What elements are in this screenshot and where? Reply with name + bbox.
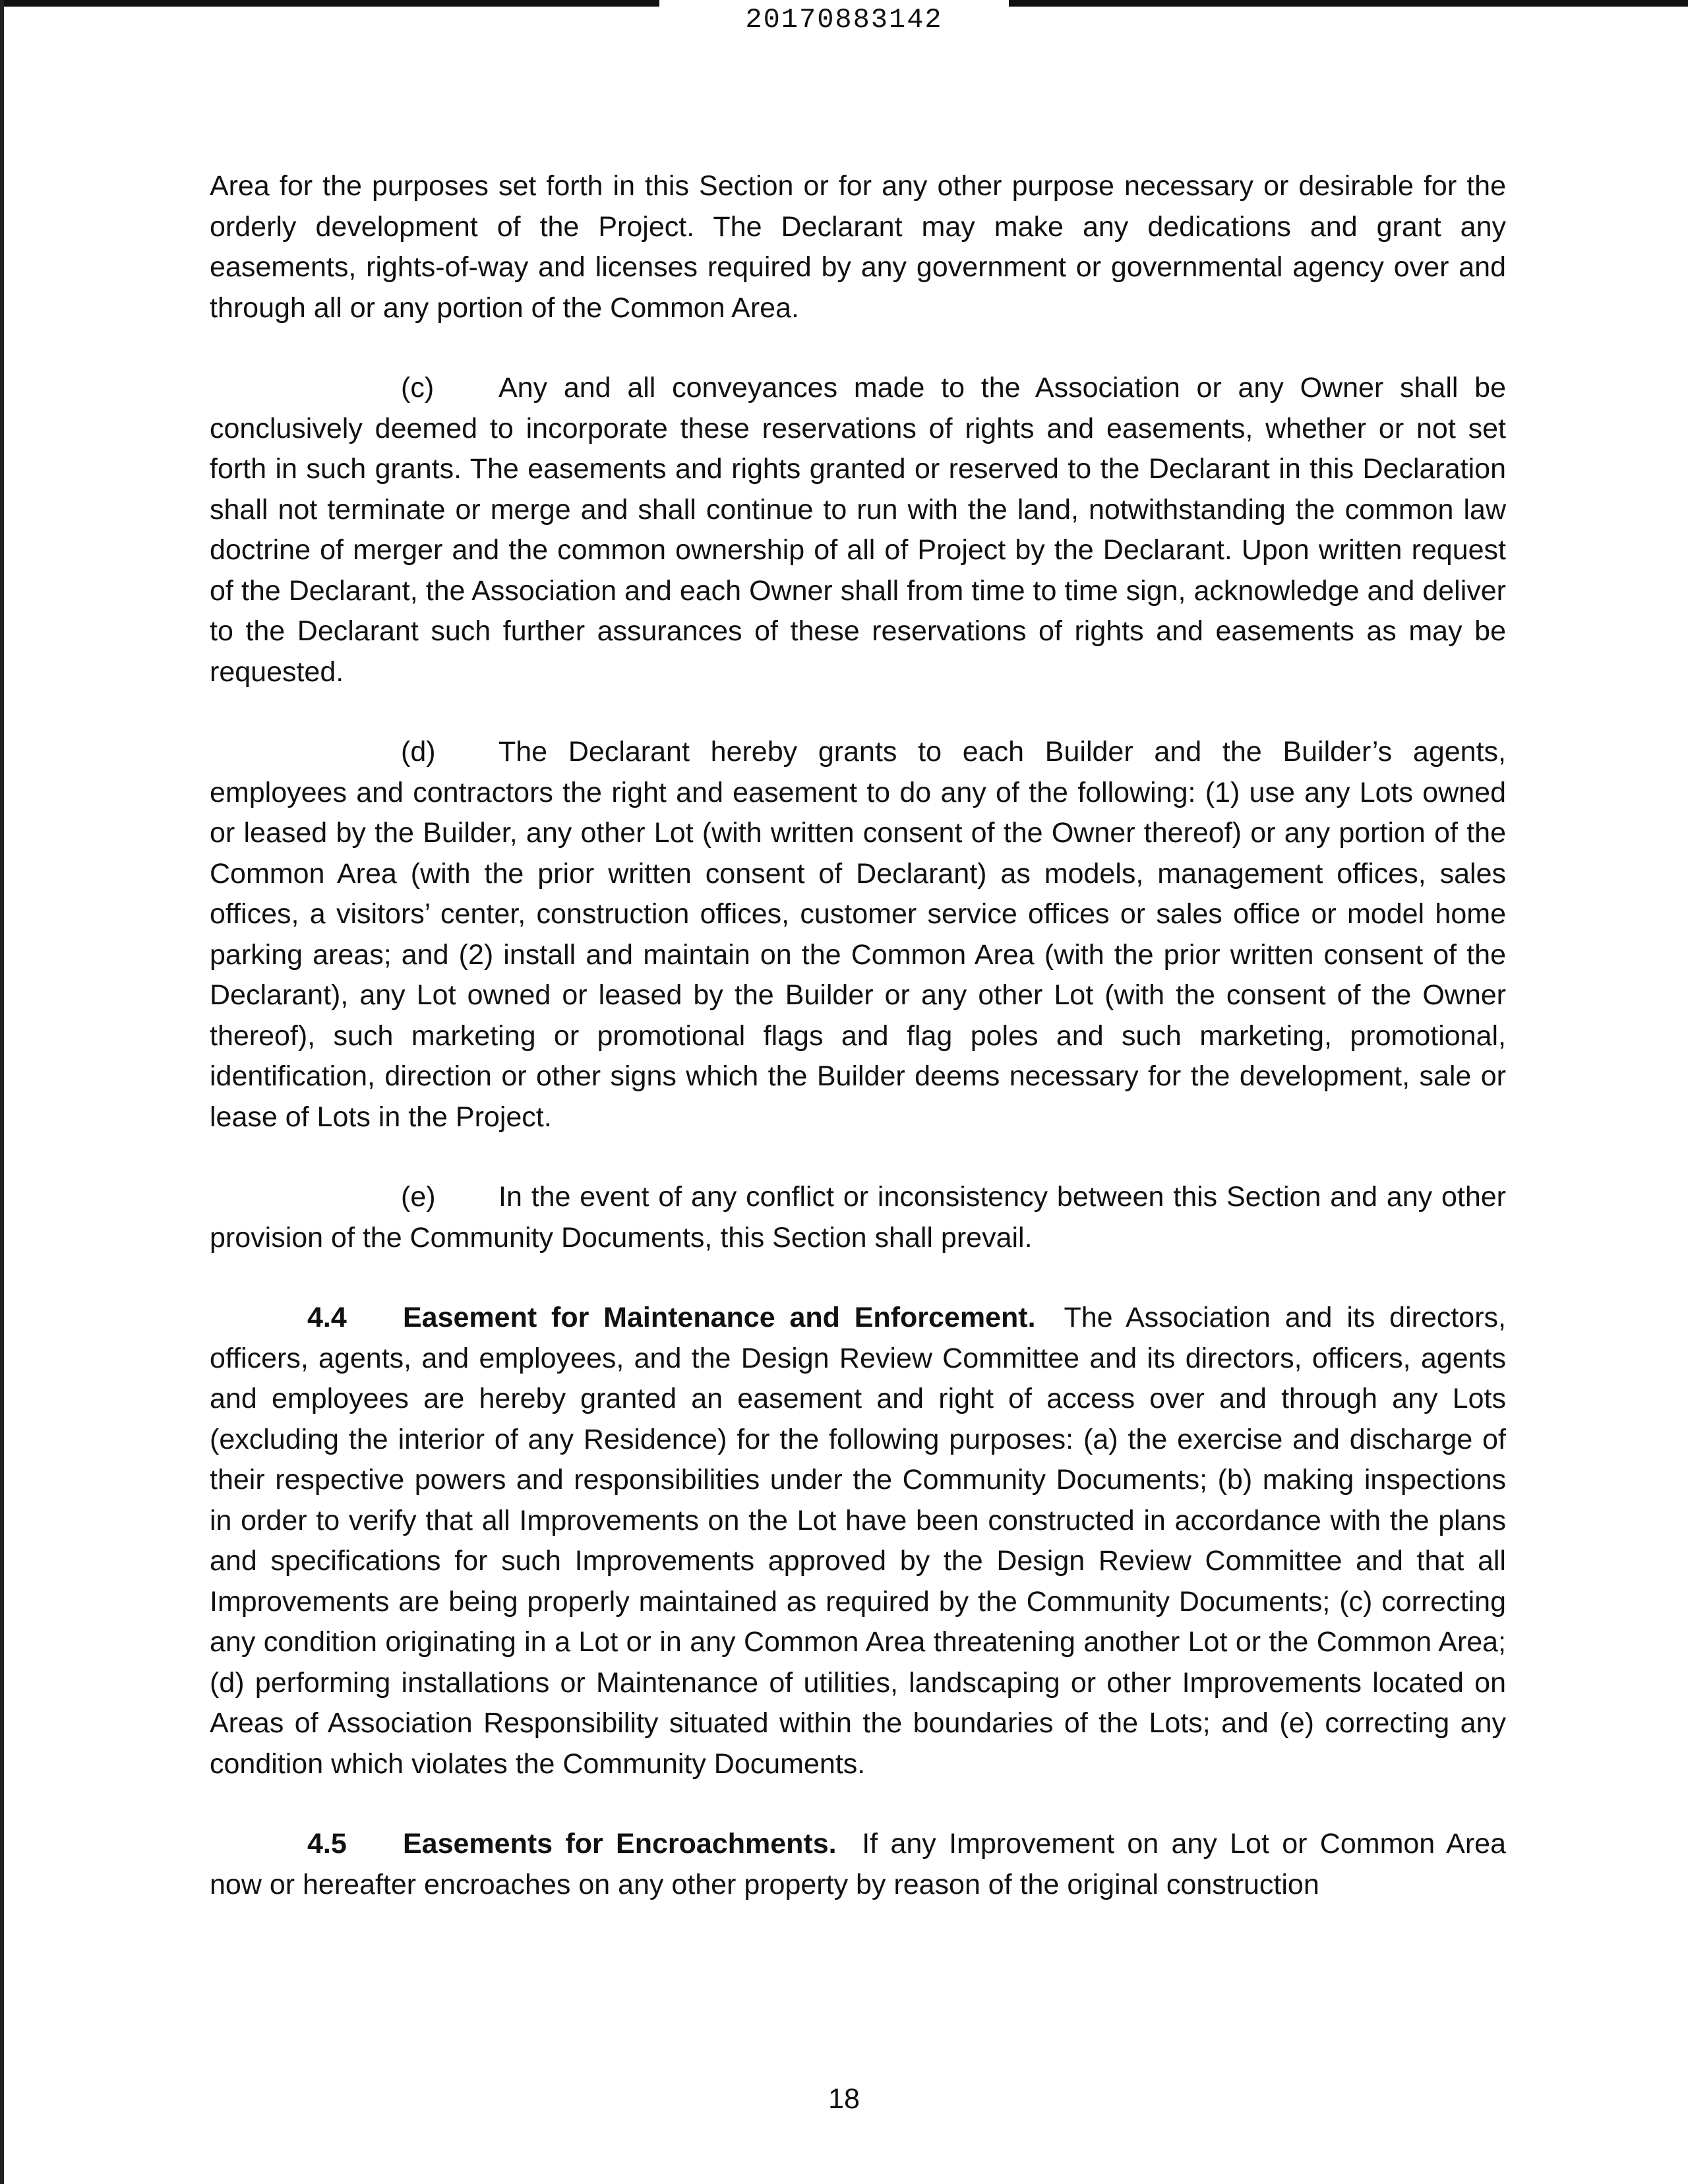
page-body: [210, 166, 1506, 1945]
document-number: 20170883142: [745, 4, 943, 36]
paragraph-text: Area for the purposes set forth in this Section or for any other purpose necessary or desirable for the orderly development of the Project. The Declarant may make any dedications and grant any easements, rights-of-way and licenses required by any government or governmental agency over and through all or any portion of the Common Area.: [210, 170, 1506, 324]
section-heading: Easements for Encroachments.: [403, 1828, 837, 1860]
page-number: 18: [828, 2083, 860, 2115]
section-number: 4.5: [307, 1828, 347, 1860]
section-number: 4.4: [307, 1302, 347, 1333]
section-4-4: [210, 1298, 1506, 1784]
subsection-e: [210, 1177, 1506, 1258]
paragraph-text: In the event of any conflict or inconsistency between this Section and any other provision of the Community Documents, this Section shall prevail.: [210, 1181, 1506, 1254]
paragraph-text: The Association and its directors, officers, agents, and employees, and the Design Review Committee and its directors, officers, agents and employees are hereby granted an easement and right of access over and through any Lots (excluding the interior of any Residence) for the following purposes: (a) the exercise and discharge of their respective powers and responsibilities under the Community Documents; (b) making inspections in order to verify that all Improvements on the Lot have been constructed in accordance with the plans and specifications for such Improvements approved by the Design Review Committee and that all Improvements are being properly maintained as required by the Community Documents; (c) correcting any condition originating in a Lot or in any Common Area threatening another Lot or the Common Area; (d) performing installations or Maintenance of utilities, landscaping or other Improvements located on Areas of Association Responsibility situated within the boundaries of the Lots; and (e) correcting any condition which violates the Community Documents.: [210, 1302, 1506, 1780]
subsection-d: [210, 732, 1506, 1138]
left-scan-edge: [0, 0, 4, 2184]
subsection-c: [210, 368, 1506, 692]
paragraph-text: The Declarant hereby grants to each Builder and the Builder’s agents, employees and contractors the right and easement to do any of the following: (1) use any Lots owned or leased by the Builder, any other Lot (with written consent of the Owner thereof) or any portion of the Common Area (with the prior written consent of Declarant) as models, management offices, sales offices, a visitors’ center, construction offices, customer service offices or sales office or model home parking areas; and (2) install and maintain on the Common Area (with the prior written consent of the Declarant), any Lot owned or leased by the Builder or any other Lot (with the consent of the Owner thereof), such marketing or promotional flags and flag poles and such marketing, promotional, identification, direction or other signs which the Builder deems necessary for the development, sale or lease of Lots in the Project.: [210, 736, 1506, 1133]
section-4-5: [210, 1824, 1506, 1905]
paragraph-text: If any Improvement on any Lot or Common Area now or hereafter encroaches on any other property by reason of the original construction: [210, 1828, 1506, 1900]
section-heading: Easement for Maintenance and Enforcement.: [403, 1302, 1036, 1333]
subsection-marker: (c): [401, 372, 435, 404]
subsection-marker: (d): [401, 736, 436, 768]
paragraph-text: Any and all conveyances made to the Association or any Owner shall be conclusively deemed to incorporate these reservations of rights and easements, whether or not set forth in such grants. The easements and rights granted or reserved to the Declarant in this Declaration shall not terminate or merge and shall continue to run with the land, notwithstanding the common law doctrine of merger and the common ownership of all of Project by the Declarant. Upon written request of the Declarant, the Association and each Owner shall from time to time sign, acknowledge and deliver to the Declarant such further assurances of these reservations of rights and easements as may be requested.: [210, 372, 1506, 688]
paragraph-continuation: [210, 166, 1506, 328]
subsection-marker: (e): [401, 1181, 436, 1213]
